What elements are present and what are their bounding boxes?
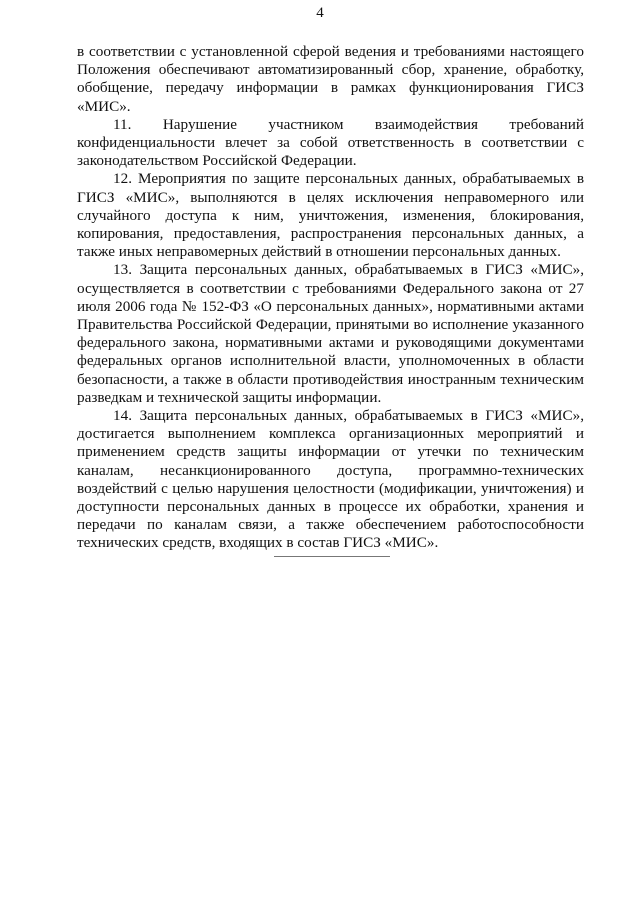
paragraph-13: 13. Защита персональных данных, обрабатываемых в ГИСЗ «МИС», осуществляется в соответствии с требованиями Федерального закона от 27 июля 2006 года № 152-ФЗ «О персональных данных», нормативными актами Правительства Российской Федерации, принятыми во исполнение указанного федерального закона, нормативными актами и руководящими документами федеральных органов исполнительной власти, уполномоченных в области безопасности, а также в области противодействия иностранным техническим разведкам и технической защиты информации.: [77, 261, 584, 406]
paragraph-continuation: в соответствии с установленной сферой ведения и требованиями настоящего Положения обеспечивают автоматизированный сбор, хранение, обработку, обобщение, передачу информации в рамках функционирования ГИСЗ «МИС».: [77, 43, 584, 115]
closing-divider-line: [274, 556, 390, 557]
paragraph-14: 14. Защита персональных данных, обрабатываемых в ГИСЗ «МИС», достигается выполнением комплекса организационных мероприятий и применением средств защиты информации от утечки по техническим каналам, несанкционированного доступа, программно-технических воздействий с целью нарушения целостности (модификации, уничтожения) и доступности персональных данных в процессе их обработки, хранения и передачи по каналам связи, а также обеспечением работоспособности технических средств, входящих в состав ГИСЗ «МИС».: [77, 407, 584, 552]
page-number: 4: [316, 5, 324, 21]
paragraph-12: 12. Мероприятия по защите персональных данных, обрабатываемых в ГИСЗ «МИС», выполняются в целях исключения неправомерного или случайного доступа к ним, уничтожения, изменения, блокирования, копирования, предоставления, распространения персональных данных, а также иных неправомерных действий в отношении персональных данных.: [77, 170, 584, 261]
paragraph-11: 11. Нарушение участником взаимодействия требований конфиденциальности влечет за собой ответственность в соответствии с законодательством Российской Федерации.: [77, 115, 584, 170]
document-body: [77, 43, 584, 553]
